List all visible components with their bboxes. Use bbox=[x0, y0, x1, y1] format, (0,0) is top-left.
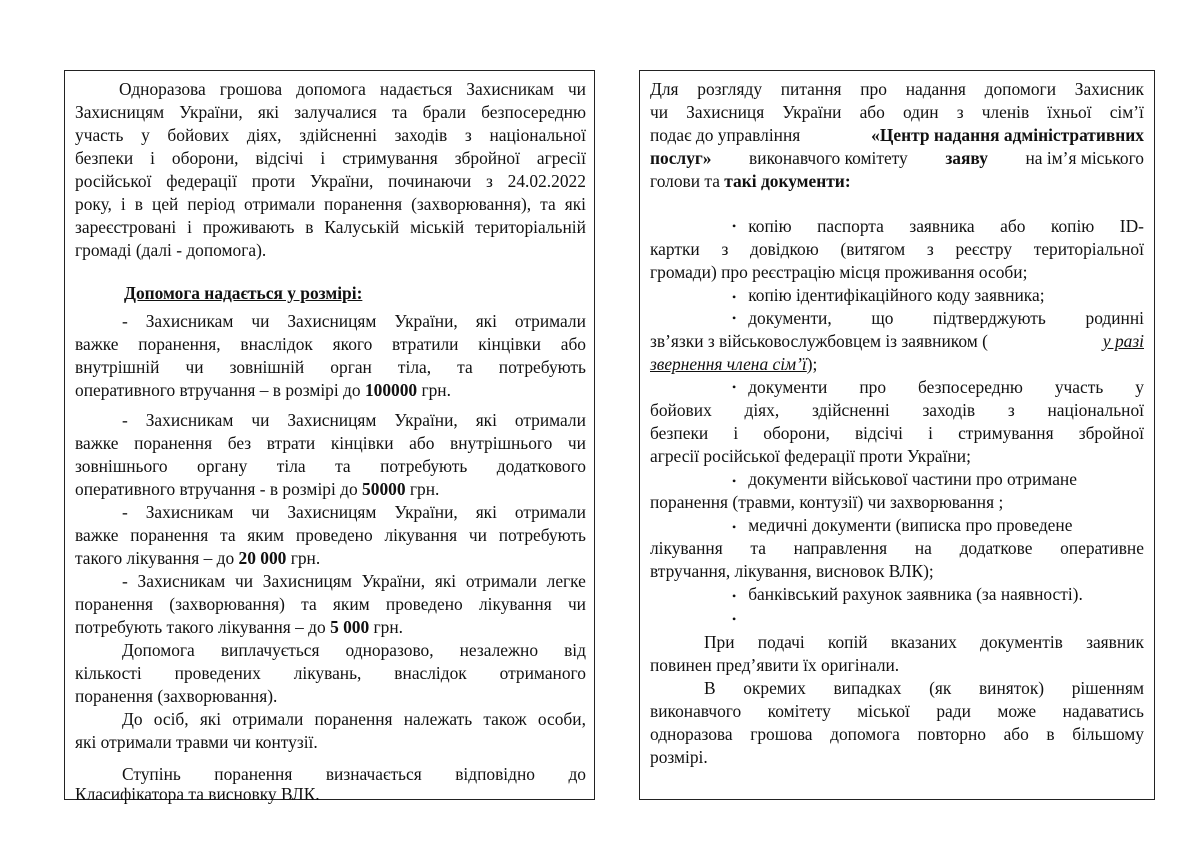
r-intro-line-1: Для розгляду питання про надання допомоги Захисник bbox=[650, 79, 1144, 99]
doc1-line-3: громади) про реєстрацію місця проживання особи; bbox=[650, 262, 1028, 282]
doc1-line-2: картки з довідкою (витягом з реєстру територіальної bbox=[650, 239, 1144, 259]
doc6-line-3: втручання, лікування, висновок ВЛК); bbox=[650, 561, 934, 581]
cnap-name: «Центр надання адміністративних bbox=[871, 125, 1144, 145]
r-intro-line-4: послуг» виконавчого комітету заяву на ім’я міського bbox=[650, 148, 1144, 168]
r-intro-line-2: чи Захисниця України або один з членів їхньої сім’ї bbox=[650, 102, 1144, 122]
doc6-line-1: • медичні документи (виписка про проведене bbox=[732, 515, 1073, 535]
item4-line-3: потребують такого лікування – до 5 000 грн. bbox=[75, 617, 404, 637]
bullet-icon: • bbox=[732, 380, 737, 394]
intro-line-6: року, і в цей період отримали поранення (захворювання), та які bbox=[75, 194, 586, 214]
degree-line-1: Ступінь поранення визначається відповідно до bbox=[122, 764, 586, 784]
doc4-line-3: безпеки і оборони, відсічі і стримування збройної bbox=[650, 423, 1144, 443]
amount-100000: 100000 bbox=[364, 380, 418, 400]
doc3-line-2: зв’язки з військовослужбовцем із заявником ( у разі bbox=[650, 331, 1144, 351]
item2-line-3: зовнішнього органу тіла та потребують додаткового bbox=[75, 456, 586, 476]
item4-line-1: - Захисникам чи Захисницям України, які отримали легке bbox=[122, 571, 586, 591]
intro-line-1: Одноразова грошова допомога надається Захисникам чи bbox=[119, 79, 586, 99]
item4-line-2: поранення (захворювання) та яким проведено лікування чи bbox=[75, 594, 586, 614]
doc6-line-2: лікування та направлення на додаткове оперативне bbox=[650, 538, 1144, 558]
r-intro-line-3: подає до управління «Центр надання адміністративних bbox=[650, 125, 1144, 145]
injured-line-2: які отримали травми чи контузії. bbox=[75, 732, 318, 752]
doc1-line-1: • копію паспорта заявника або копію ID- bbox=[732, 216, 1144, 236]
once-line-2: кількості проведених лікувань, внаслідок отриманого bbox=[75, 663, 586, 683]
once-line-1: Допомога виплачується одноразово, незалежно від bbox=[122, 640, 586, 660]
originals-line-1: При подачі копій вказаних документів заявник bbox=[704, 632, 1144, 652]
application-word: заяву bbox=[945, 148, 988, 168]
amount-5000: 5 000 bbox=[330, 617, 370, 637]
amount-50000: 50000 bbox=[362, 479, 406, 499]
bullet-icon: • bbox=[732, 219, 737, 233]
empty-bullet-line bbox=[732, 607, 736, 630]
doc4-line-2: бойових діях, здійсненні заходів з національної bbox=[650, 400, 1144, 420]
exception-line-1: В окремих випадках (як виняток) рішенням bbox=[704, 678, 1144, 698]
item3-line-1: - Захисникам чи Захисницям України, які отримали bbox=[122, 502, 586, 522]
degree-line-2: Класифікатора та висновку ВЛК. bbox=[75, 784, 320, 804]
exception-line-3: одноразова грошова допомога повторно або в більшому bbox=[650, 724, 1144, 744]
exception-line-4: розмірі. bbox=[650, 747, 708, 767]
doc4-line-4: агресії російської федерації проти України; bbox=[650, 446, 971, 466]
bullet-icon: • bbox=[732, 520, 737, 534]
family-member-note: у разі bbox=[1102, 331, 1144, 351]
doc2-line-1: • копію ідентифікаційного коду заявника; bbox=[732, 285, 1045, 305]
exception-line-2: виконавчого комітету міської ради може надаватись bbox=[650, 701, 1144, 721]
right-leaflet-panel bbox=[639, 70, 1155, 800]
doc7-line-1: • банківський рахунок заявника (за наявності). bbox=[732, 584, 1083, 604]
originals-line-2: повинен пред’явити їх оригінали. bbox=[650, 655, 900, 675]
doc4-line-1: • документи про безпосередню участь у bbox=[732, 377, 1144, 397]
doc5-line-2: поранення (травми, контузії) чи захворювання ; bbox=[650, 492, 1004, 512]
intro-line-3: участь у бойових діях, здійсненні заходів з національної bbox=[75, 125, 586, 145]
documents-word: такі документи: bbox=[724, 171, 851, 191]
left-leaflet-panel bbox=[64, 70, 595, 804]
item1-line-4: оперативного втручання – в розмірі до 100000 грн. bbox=[75, 380, 451, 400]
item2-line-4: оперативного втручання - в розмірі до 50000 грн. bbox=[75, 479, 440, 499]
item1-line-1: - Захисникам чи Захисницям України, які отримали bbox=[122, 311, 586, 331]
bullet-icon: • bbox=[732, 290, 737, 304]
intro-line-4: безпеки і оборони, відсічі і стримування збройної агресії bbox=[75, 148, 586, 168]
bullet-icon: • bbox=[732, 589, 737, 603]
bullet-icon: • bbox=[732, 311, 737, 325]
item1-line-3: внутрішній чи зовнішній орган тіла, та потребують bbox=[75, 357, 586, 377]
item1-line-2: важке поранення, внаслідок якого втратили кінцівки або bbox=[75, 334, 586, 354]
once-line-3: поранення (захворювання). bbox=[75, 686, 278, 706]
intro-line-7: зареєстровані і проживають в Калуській міській територіальній bbox=[75, 217, 586, 237]
intro-line-8: громаді (далі - допомога). bbox=[75, 240, 267, 260]
bullet-icon: • bbox=[732, 612, 737, 626]
intro-line-2: Захисницям України, які залучалися та брали безпосередню bbox=[75, 102, 586, 122]
item2-line-2: важке поранення без втрати кінцівки або внутрішнього чи bbox=[75, 433, 586, 453]
doc3-line-1: • документи, що підтверджують родинні bbox=[732, 308, 1144, 328]
item2-line-1: - Захисникам чи Захисницям України, які отримали bbox=[122, 410, 586, 430]
intro-line-5: російської федерації проти України, починаючи з 24.02.2022 bbox=[75, 171, 586, 191]
doc3-line-3: звернення члена сім’ї); bbox=[650, 354, 818, 374]
injured-line-1: До осіб, які отримали поранення належать також особи, bbox=[122, 709, 586, 729]
item3-line-2: важке поранення та яким проведено лікування чи потребують bbox=[75, 525, 586, 545]
doc5-line-1: • документи військової частини про отримане bbox=[732, 469, 1077, 489]
r-intro-line-5: голови та такі документи: bbox=[650, 171, 851, 191]
item3-line-3: такого лікування – до 20 000 грн. bbox=[75, 548, 321, 568]
amount-20000: 20 000 bbox=[238, 548, 287, 568]
amount-heading: Допомога надається у розмірі: bbox=[124, 283, 363, 303]
bullet-icon: • bbox=[732, 474, 737, 488]
